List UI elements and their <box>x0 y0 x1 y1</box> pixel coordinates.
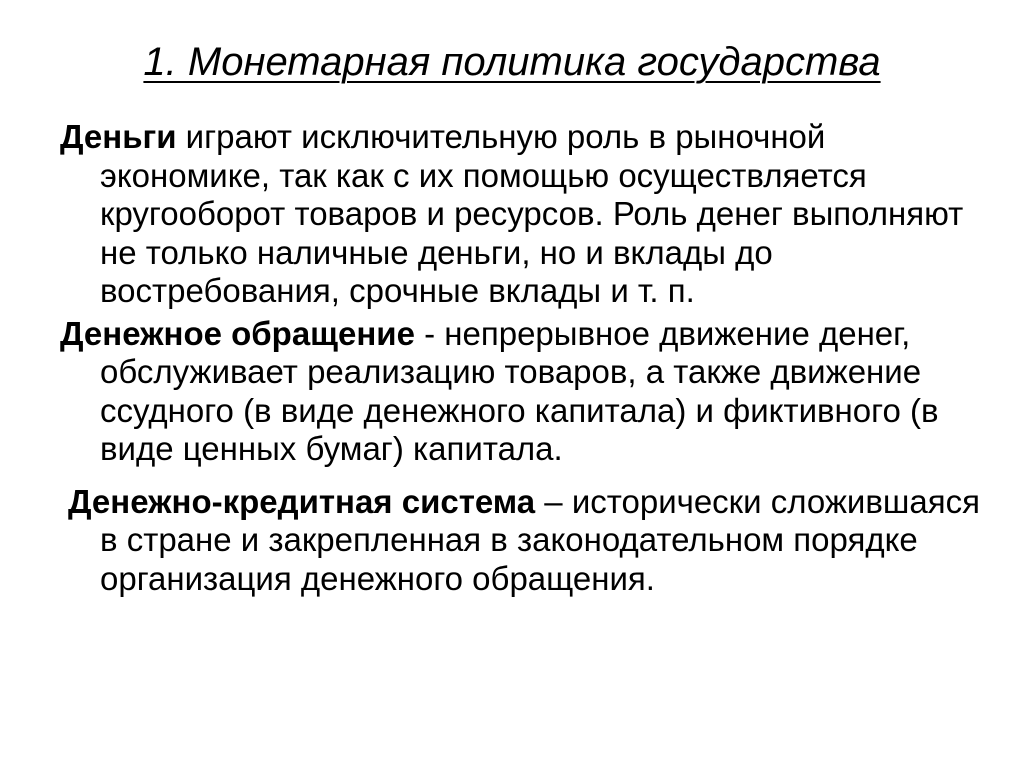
term-monetary-credit-system: Денежно-кредитная система <box>68 482 536 520</box>
definition-monetary-credit-system: – исторически сложившаяся в стране и закрепленная в законодательном порядке организация денежного обращения. <box>100 482 980 597</box>
definition-money: играют исключительную роль в рыночной экономике, так как с их помощью осуществляется кругооборот товаров и ресурсов. Роль денег выполняют не только наличные деньги, но и вклады до востребования, срочные вклады и т. п. <box>100 118 964 309</box>
paragraph-money-circulation <box>60 315 990 469</box>
slide-title-text: 1. Монетарная политика государства <box>143 40 881 84</box>
paragraph-monetary-credit-system <box>60 483 990 599</box>
definition-money-circulation: - непрерывное движение денег, обслуживает реализацию товаров, а также движение ссудного (в виде денежного капитала) и фиктивного (в виде ценных бумаг) капитала. <box>100 314 939 467</box>
slide-title <box>0 38 1024 86</box>
slide-body <box>60 118 990 602</box>
term-money-circulation: Денежное обращение <box>60 314 415 352</box>
paragraph-money <box>60 118 990 311</box>
term-money: Деньги <box>60 118 177 155</box>
